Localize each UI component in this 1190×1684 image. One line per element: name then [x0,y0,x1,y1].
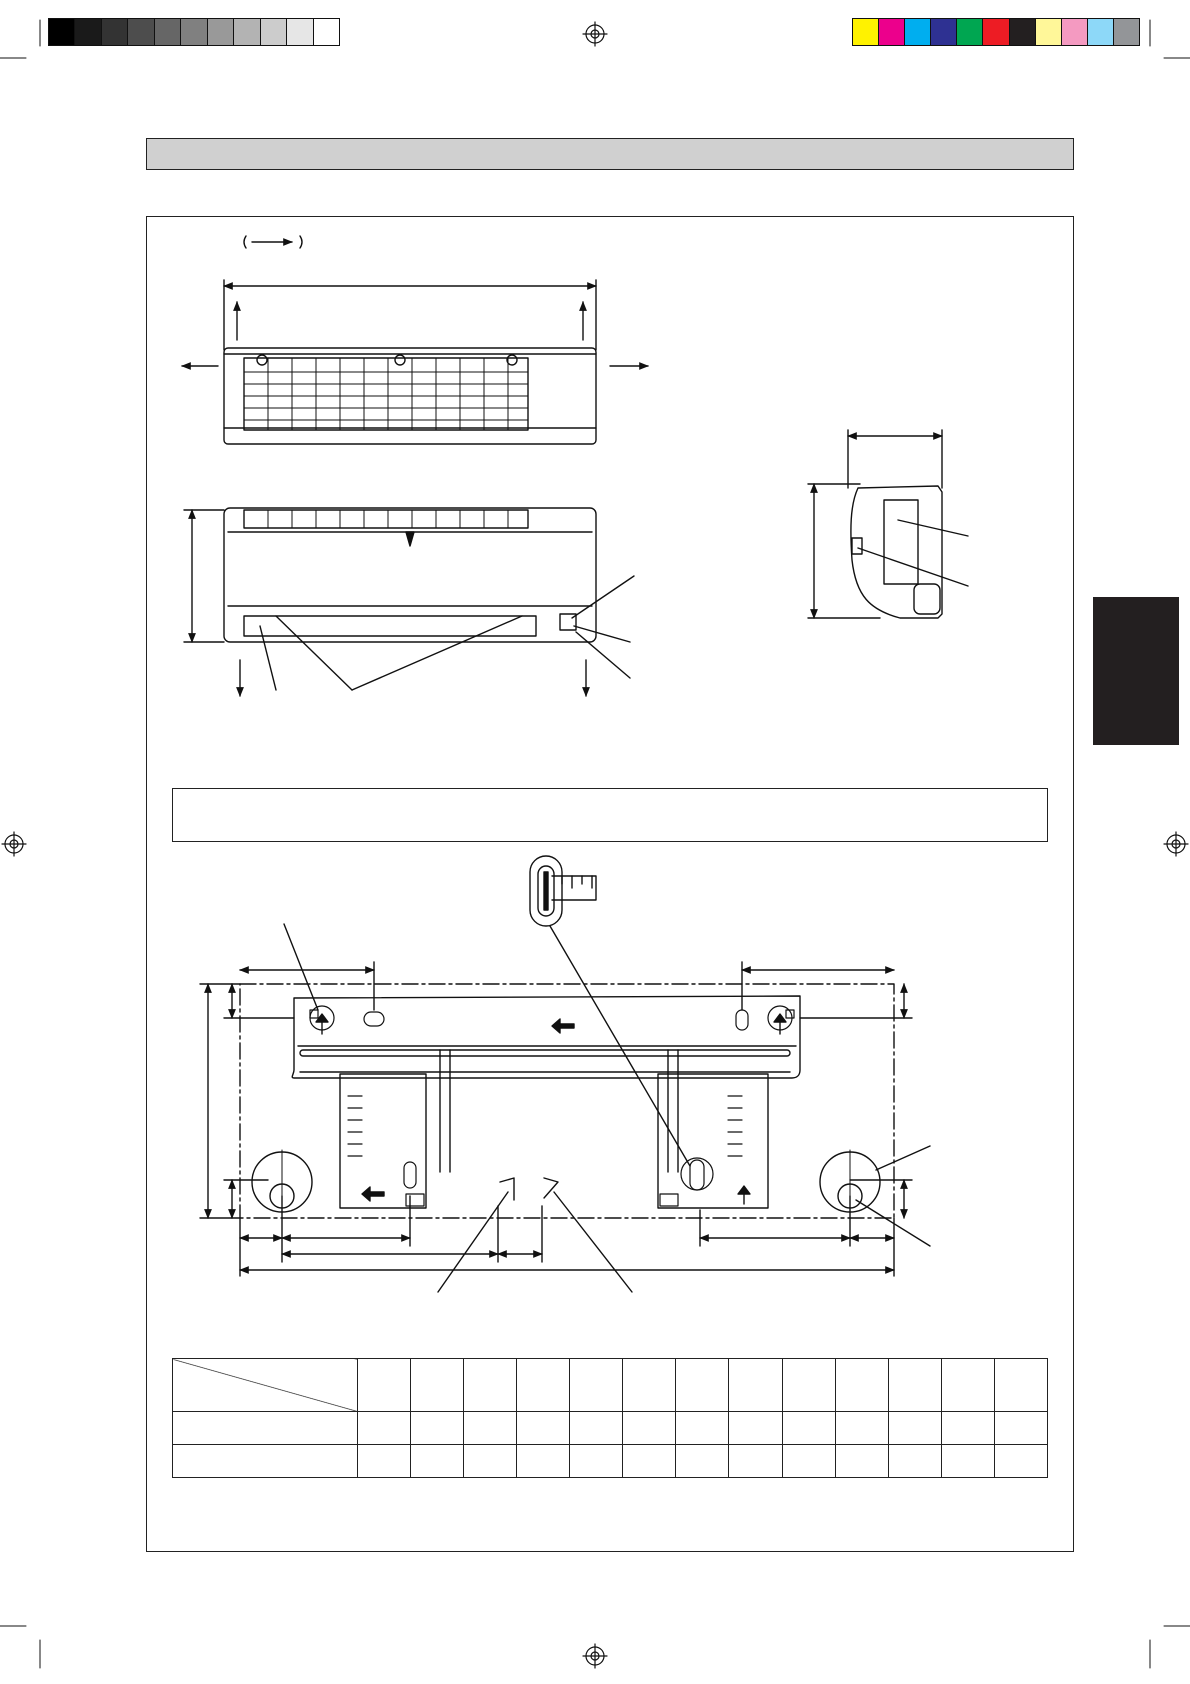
indoor-unit-side-view [808,430,968,618]
registration-mark-icon [2,832,26,856]
indoor-unit-top-view [182,280,648,444]
legend-arrow-icon [244,236,302,248]
mounting-plate-diagram [200,856,930,1292]
indoor-unit-front-view [184,508,634,696]
registration-mark-icon [583,1644,607,1668]
registration-mark-icon [583,22,607,46]
measuring-scale-icon [530,856,596,926]
crop-marks [0,20,1190,1668]
registration-mark-icon [1164,832,1188,856]
